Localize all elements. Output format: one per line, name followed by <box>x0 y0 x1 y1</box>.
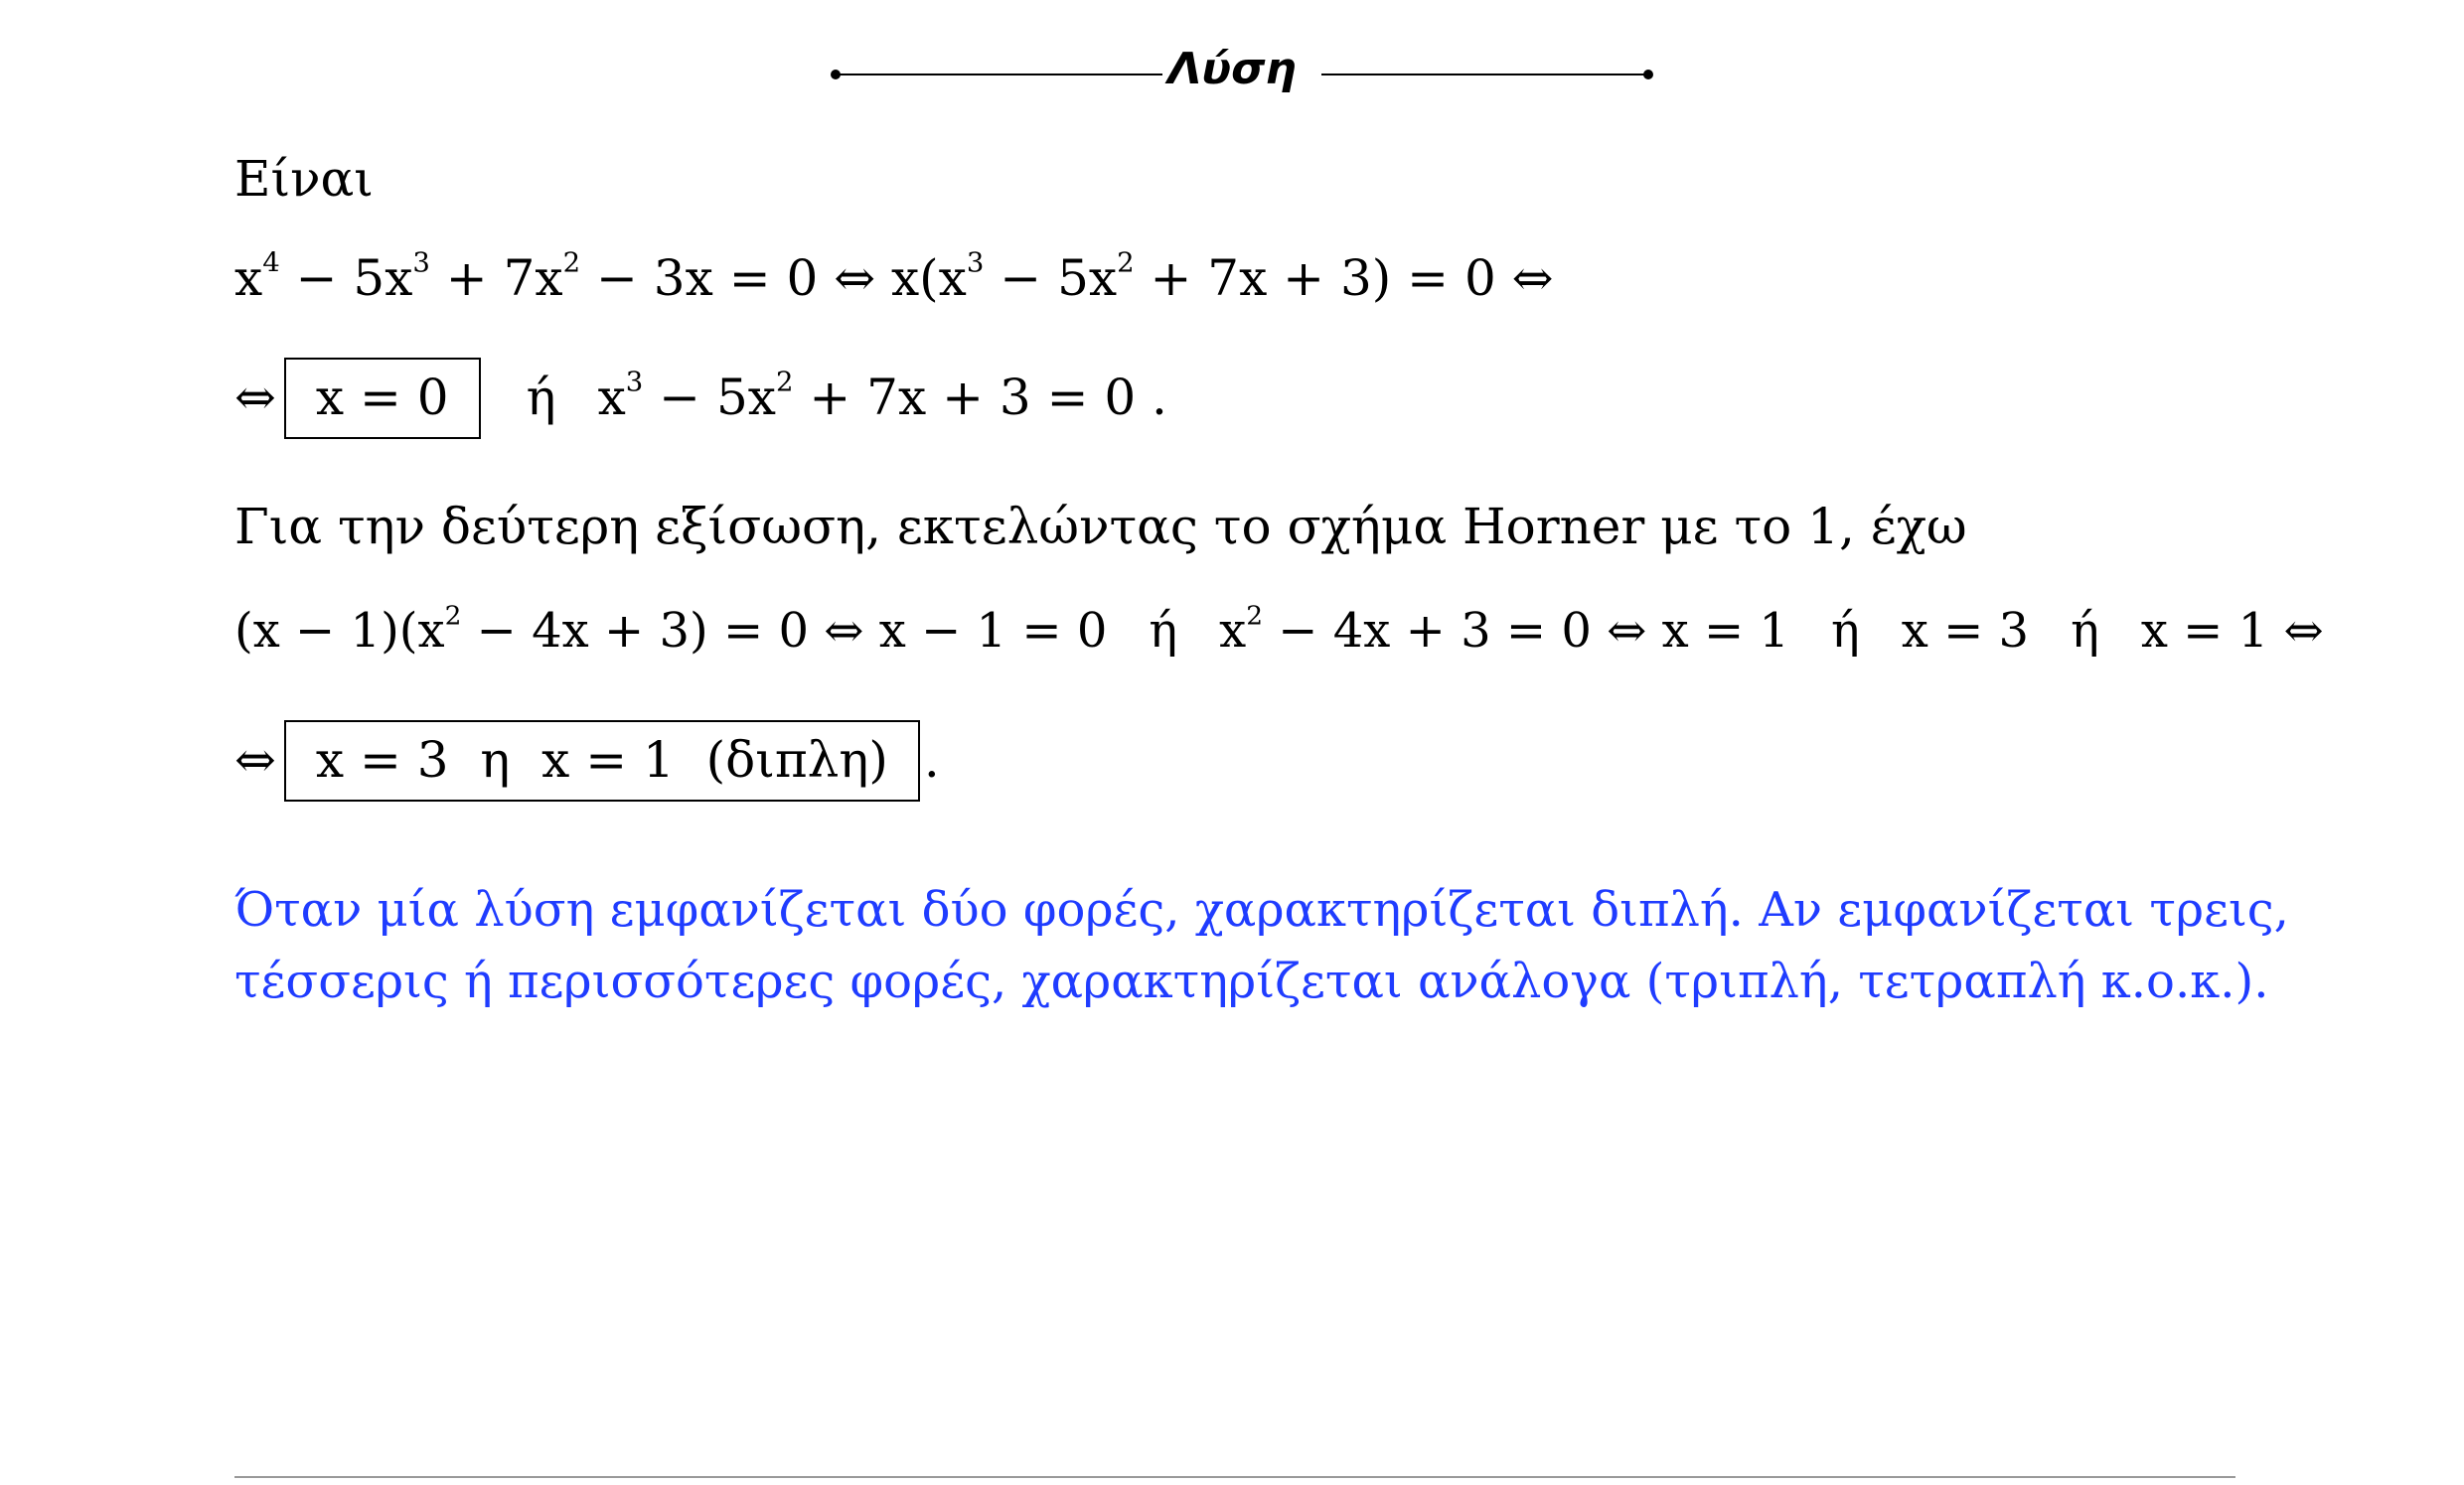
equivalence-arrow: ⇔ <box>234 369 276 426</box>
eq2-exp: 2 <box>775 366 794 398</box>
or-word: ή <box>1830 603 1860 659</box>
boxed-solution-final: x = 3 η x = 1 (διπλη) <box>284 720 920 802</box>
intro-text: Είναι <box>234 150 374 208</box>
equation-2 <box>234 358 1167 439</box>
eq3-part: x = 3 <box>1901 603 2030 659</box>
eq3-part: (x − 1)(x <box>234 603 445 659</box>
header-dot-left <box>831 70 841 79</box>
eq1-exp: 2 <box>562 246 581 279</box>
eq3-part: − 4x + 3 = 0 ⇔ x = 1 <box>1263 603 1789 659</box>
note-paragraph <box>234 874 2289 1017</box>
or-word: ή <box>1149 603 1178 659</box>
note-line-1: Όταν μία λύση εμφανίζεται δύο φορές, χαρακτηρίζεται διπλή. Αν εμφανίζεται τρεις, <box>234 882 2289 938</box>
eq2-part: x <box>597 369 626 426</box>
eq1-part: − 5x <box>984 249 1118 307</box>
header-rule-right <box>1321 74 1649 75</box>
equation-1 <box>234 248 1554 308</box>
horner-text: Για την δεύτερη εξίσωση, εκτελώντας το σχήμα Horner με το 1, έχω <box>234 498 1967 555</box>
solution-title: Λύση <box>1167 44 1297 94</box>
eq2-part: − 5x <box>643 369 776 426</box>
final-period: . <box>923 731 940 789</box>
or-word: ή <box>526 369 556 426</box>
eq3-part: − 4x + 3) = 0 ⇔ x − 1 = 0 <box>461 603 1108 659</box>
equation-3 <box>234 601 2324 661</box>
eq3-exp: 2 <box>444 600 462 632</box>
eq1-part: − 5x <box>279 249 413 307</box>
eq1-exp: 3 <box>412 246 430 279</box>
note-line-2: τέσσερις ή περισσότερες φορές, χαρακτηρίζεται ανάλογα (τριπλή, τετραπλή κ.ο.κ.). <box>234 954 2269 1009</box>
eq1-part: − 3x = 0 ⇔ x(x <box>580 249 967 307</box>
eq1-exp: 4 <box>262 246 280 279</box>
eq2-part: + 7x + 3 = 0 . <box>793 369 1167 426</box>
eq3-part: x = 1 ⇔ <box>2140 603 2324 659</box>
footer-rule <box>234 1476 2235 1478</box>
eq2-exp: 3 <box>625 366 644 398</box>
eq3-part: x <box>1219 603 1247 659</box>
or-word: ή <box>2071 603 2099 659</box>
eq1-exp: 3 <box>966 246 985 279</box>
equation-4 <box>234 720 940 802</box>
header-rule-left <box>835 74 1162 75</box>
header-dot-right <box>1643 70 1653 79</box>
eq1-exp: 2 <box>1117 246 1135 279</box>
eq1-part: + 7x <box>429 249 563 307</box>
equivalence-arrow: ⇔ <box>234 731 276 789</box>
boxed-solution-x0: x = 0 <box>284 358 481 439</box>
eq3-exp: 2 <box>1246 600 1263 632</box>
eq1-part: + 7x + 3) = 0 ⇔ <box>1134 249 1554 307</box>
eq1-part: x <box>234 249 263 307</box>
